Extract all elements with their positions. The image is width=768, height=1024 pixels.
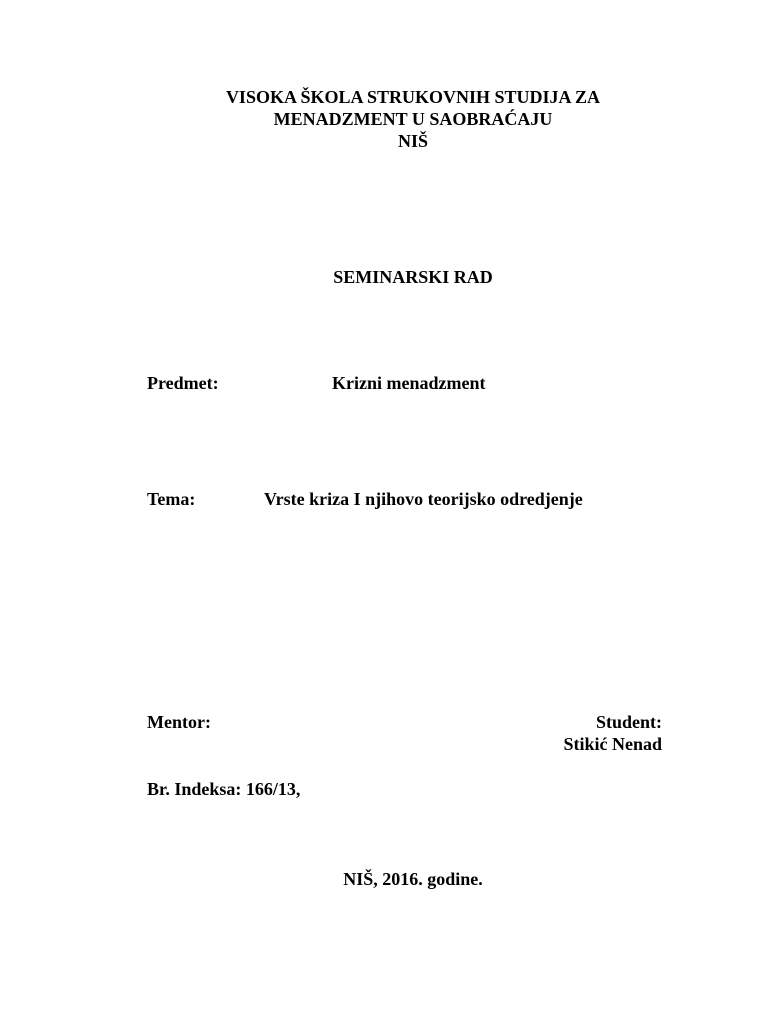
student-block [563, 711, 662, 755]
student-name: Stikić Nenad [563, 734, 662, 754]
institution-heading [0, 86, 768, 152]
place-date: NIŠ, 2016. godine. [343, 869, 483, 889]
index-number: Br. Indeksa: 166/13, [147, 779, 301, 799]
institution-city: NIŠ [397, 131, 428, 151]
mentor-label: Mentor: [147, 712, 211, 732]
subject-label: Predmet: [147, 373, 219, 393]
topic-value: Vrste kriza I njihovo teorijsko odredjenje [264, 489, 583, 509]
institution-line-1: VISOKA ŠKOLA STRUKOVNIH STUDIJA ZA [225, 87, 601, 107]
student-label: Student: [595, 712, 662, 732]
subject-value: Krizni menadzment [332, 373, 486, 393]
institution-line-2: MENADZMENT U SAOBRAĆAJU [273, 109, 553, 129]
topic-label: Tema: [147, 489, 196, 509]
document-type-title: SEMINARSKI RAD [333, 267, 493, 287]
